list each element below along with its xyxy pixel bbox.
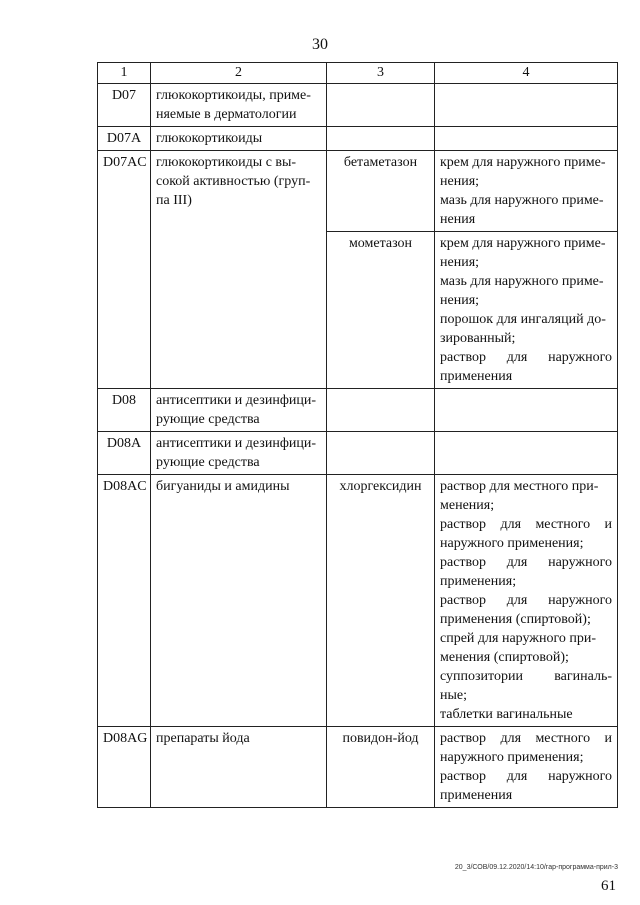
forms-cell [435,475,618,727]
form-line: раствор для наружного [440,769,612,784]
group-line: глюкокортикоиды с вы- [156,155,297,170]
inn-cell: мометазон [327,232,435,389]
form-line: раствор для местного и [440,517,612,532]
forms-cell [435,389,618,432]
form-line: менения; [440,498,495,513]
form-line: применения [440,369,513,384]
forms-cell [435,232,618,389]
atc-group [151,727,327,808]
atc-code: D08 [98,389,151,432]
inn-cell [327,84,435,127]
group-line: няемые в дерматологии [156,107,297,122]
table-row [98,127,618,151]
form-line: мазь для наружного приме- [440,274,604,289]
form-line: наружного применения; [440,750,584,765]
form-line: ные; [440,688,468,703]
table-row [98,84,618,127]
form-line: нения; [440,255,480,270]
atc-group [151,389,327,432]
atc-group [151,151,327,389]
form-line: раствор для наружного [440,593,612,608]
form-line: нения; [440,293,480,308]
group-line: бигуаниды и амидины [156,479,290,494]
atc-code: D07A [98,127,151,151]
atc-group [151,84,327,127]
group-line: рующие средства [156,455,260,470]
atc-group [151,475,327,727]
form-line: мазь для наружного приме- [440,193,604,208]
forms-cell [435,432,618,475]
forms-cell [435,727,618,808]
table-row [98,475,618,727]
group-line: рующие средства [156,412,260,427]
form-line: раствор для местного при- [440,479,599,494]
group-line: сокой активностью (груп- [156,174,311,189]
footer-stamp: 20_3/СОВ/09.12.2020/14:10/гар-программа-прил-3 [454,864,618,871]
form-line: крем для наружного приме- [440,155,606,170]
page-number-bottom: 61 [601,878,616,894]
header-col-4: 4 [435,63,618,84]
atc-code: D07AC [98,151,151,389]
inn-cell: повидон-йод [327,727,435,808]
atc-code: D08AG [98,727,151,808]
forms-cell [435,84,618,127]
form-line: таблетки вагинальные [440,707,573,722]
form-line: применения (спиртовой); [440,612,591,627]
form-line: раствор для наружного [440,555,612,570]
inn-cell [327,389,435,432]
atc-group [151,127,327,151]
table-row [98,389,618,432]
forms-cell [435,127,618,151]
group-line: па III) [156,193,192,208]
form-line: применения; [440,574,517,589]
inn-cell [327,127,435,151]
group-line: препараты йода [156,731,250,746]
form-line: зированный; [440,331,516,346]
form-line: порошок для ингаляций до- [440,312,606,327]
table-row [98,432,618,475]
form-line: наружного применения; [440,536,584,551]
inn-cell: бетаметазон [327,151,435,232]
page-number-top: 30 [312,36,328,53]
drug-table [97,62,618,808]
group-line: антисептики и дезинфици- [156,393,317,408]
header-col-1: 1 [98,63,151,84]
form-line: применения [440,788,513,803]
atc-code: D08A [98,432,151,475]
form-line: спрей для наружного при- [440,631,597,646]
table-row [98,727,618,808]
atc-code: D08AC [98,475,151,727]
form-line: раствор для местного и [440,731,612,746]
group-line: глюкокортикоиды [156,131,263,146]
forms-cell [435,151,618,232]
atc-code: D07 [98,84,151,127]
header-col-2: 2 [151,63,327,84]
table-header-row [98,63,618,84]
group-line: антисептики и дезинфици- [156,436,317,451]
table-row [98,151,618,232]
form-line: суппозитории вагиналь- [440,669,612,684]
atc-group [151,432,327,475]
inn-cell [327,432,435,475]
inn-cell: хлоргексидин [327,475,435,727]
form-line: нения [440,212,476,227]
form-line: нения; [440,174,480,189]
header-col-3: 3 [327,63,435,84]
form-line: крем для наружного приме- [440,236,606,251]
group-line: глюкокортикоиды, приме- [156,88,311,103]
form-line: раствор для наружного [440,350,612,365]
form-line: менения (спиртовой); [440,650,569,665]
